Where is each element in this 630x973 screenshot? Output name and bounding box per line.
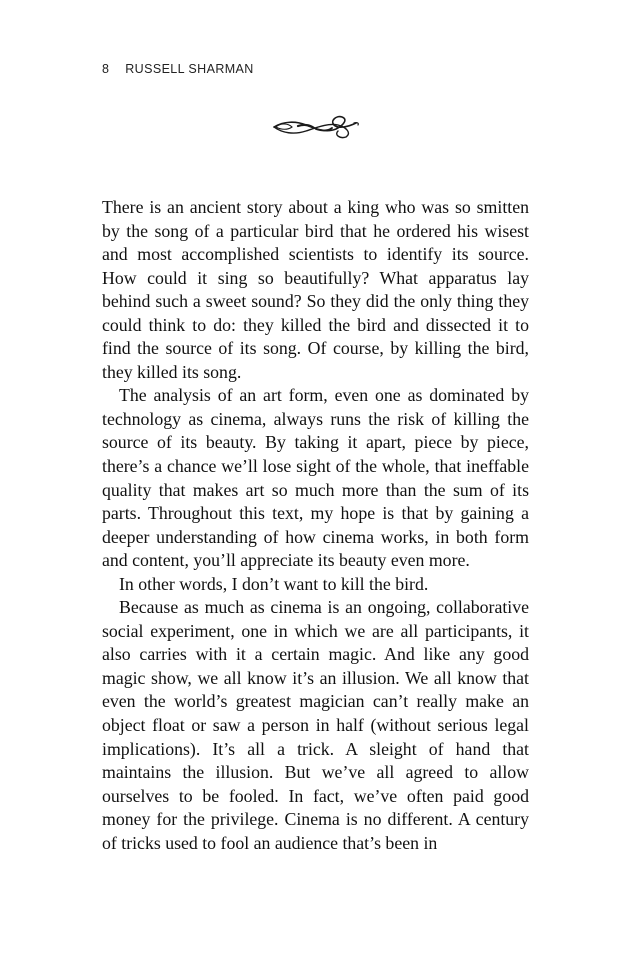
- body-text: [102, 196, 529, 855]
- paragraph-bird-story: There is an ancient story about a king who was so smitten by the song of a particular bird that he ordered his wisest and most accomplished scientists to identify its source. How could it sing so beautifully? What apparatus lay behind such a sweet sound? So they did the only thing they could think to do: they killed the bird and dissected it to find the source of its song. Of course, by killing the bird, they killed its song.: [102, 197, 529, 382]
- flourish-ornament-icon: [270, 111, 362, 143]
- paragraph-magic: Because as much as cinema is an ongoing, collaborative social experiment, one in which we are all participants, it also carries with it a certain magic. And like any good magic show, we all know it’s an illusion. We all know that even the world’s greatest magician can’t really make an object float or saw a person in half (without serious legal implications). It’s all a trick. A sleight of hand that maintains the illusion. But we’ve all agreed to allow ourselves to be fooled. In fact, we’ve often paid good money for the privilege. Cinema is no different. A century of tricks used to fool an audience that’s been in: [102, 597, 529, 853]
- page-number: 8: [102, 62, 110, 76]
- paragraph-analysis: The analysis of an art form, even one as dominated by technology as cinema, always runs the risk of killing the source of its beauty. By taking it apart, piece by piece, there’s a chance we’ll lose sight of the whole, that ineffable quality that makes art so much more than the sum of its parts. Throughout this text, my hope is that by gaining a deeper understanding of how cinema works, in both form and content, you’ll appreciate its beauty even more.: [102, 385, 529, 571]
- paragraph-kill-the-bird: In other words, I don’t want to kill the bird.: [119, 573, 429, 594]
- running-head-author: RUSSELL SHARMAN: [125, 62, 254, 76]
- running-head: [102, 62, 254, 76]
